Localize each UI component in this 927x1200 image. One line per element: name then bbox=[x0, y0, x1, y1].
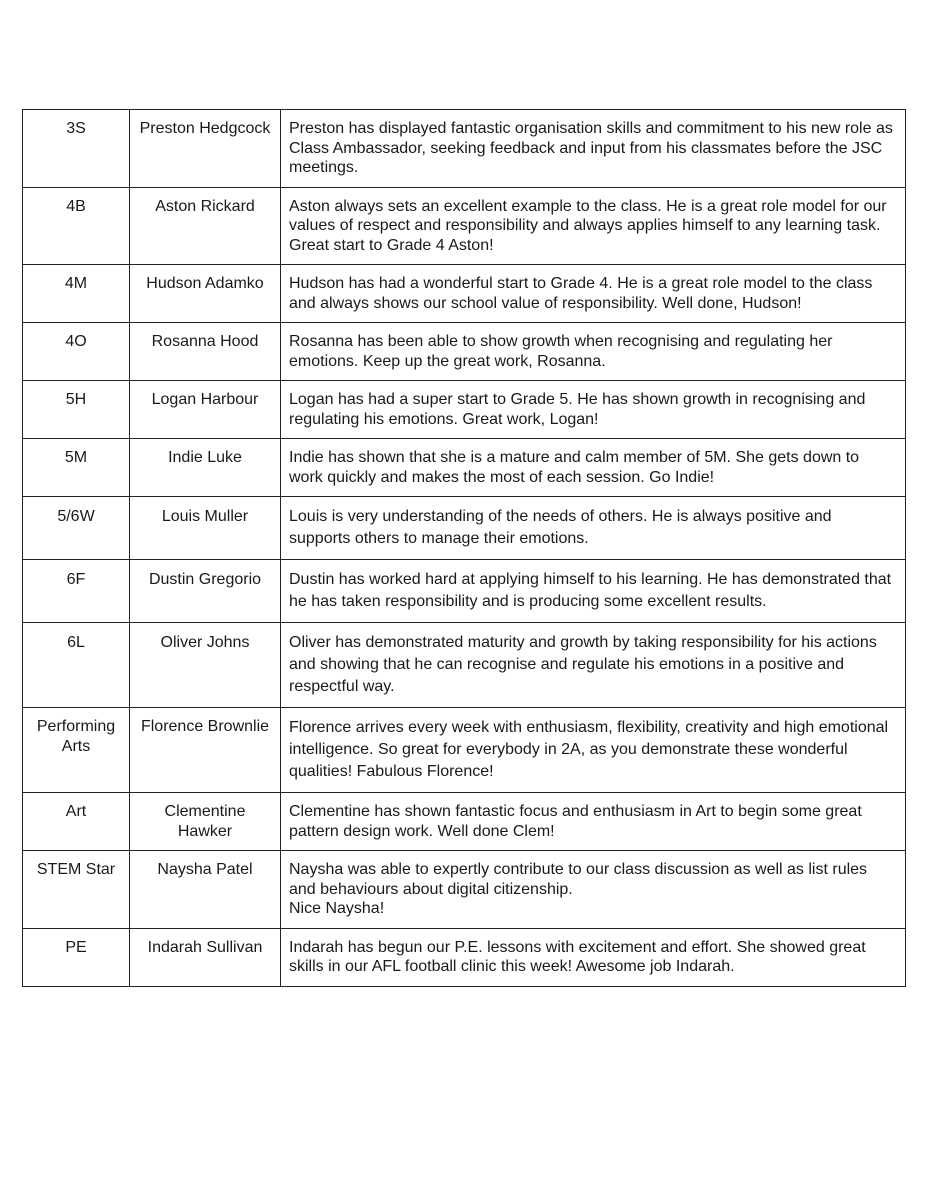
table-row bbox=[23, 187, 906, 265]
table-row bbox=[23, 497, 906, 560]
student-awards-table bbox=[22, 109, 906, 987]
table-row bbox=[23, 851, 906, 929]
student-name-cell: Clementine Hawker bbox=[130, 793, 281, 851]
class-cell: Performing Arts bbox=[23, 708, 130, 793]
table-row bbox=[23, 323, 906, 381]
message-cell bbox=[281, 851, 906, 929]
message-cell: Hudson has had a wonderful start to Grade 4. He is a great role model to the class and always shows our school value of responsibility. Well done, Hudson! bbox=[281, 265, 906, 323]
message-closing-text: Nice Naysha! bbox=[289, 900, 385, 917]
class-cell: 5H bbox=[23, 381, 130, 439]
student-name-cell: Indarah Sullivan bbox=[130, 928, 281, 986]
table-row bbox=[23, 708, 906, 793]
message-cell: Oliver has demonstrated maturity and growth by taking responsibility for his actions and showing that he can recognise and regulate his emotions in a positive and respectful way. bbox=[281, 623, 906, 708]
student-name-cell: Logan Harbour bbox=[130, 381, 281, 439]
table-row bbox=[23, 928, 906, 986]
class-cell: 4M bbox=[23, 265, 130, 323]
class-cell: 5M bbox=[23, 439, 130, 497]
student-name-cell: Oliver Johns bbox=[130, 623, 281, 708]
table-row bbox=[23, 265, 906, 323]
message-cell: Indarah has begun our P.E. lessons with excitement and effort. She showed great skills in our AFL football clinic this week! Awesome job Indarah. bbox=[281, 928, 906, 986]
student-name-cell: Indie Luke bbox=[130, 439, 281, 497]
table-row bbox=[23, 381, 906, 439]
message-cell: Aston always sets an excellent example to the class. He is a great role model for our values of respect and responsibility and always applies himself to any learning task. Great start to Grade 4 Aston! bbox=[281, 187, 906, 265]
student-name-cell: Hudson Adamko bbox=[130, 265, 281, 323]
student-name-cell: Florence Brownlie bbox=[130, 708, 281, 793]
class-cell: 6L bbox=[23, 623, 130, 708]
message-cell: Rosanna has been able to show growth when recognising and regulating her emotions. Keep up the great work, Rosanna. bbox=[281, 323, 906, 381]
message-cell: Dustin has worked hard at applying himself to his learning. He has demonstrated that he has taken responsibility and is producing some excellent results. bbox=[281, 560, 906, 623]
class-cell: 4O bbox=[23, 323, 130, 381]
message-text: Naysha was able to expertly contribute to our class discussion as well as list rules and behaviours about digital citizenship. bbox=[289, 861, 868, 898]
message-cell: Indie has shown that she is a mature and calm member of 5M. She gets down to work quickly and makes the most of each session. Go Indie! bbox=[281, 439, 906, 497]
student-name-cell: Aston Rickard bbox=[130, 187, 281, 265]
class-cell: STEM Star bbox=[23, 851, 130, 929]
class-cell: 5/6W bbox=[23, 497, 130, 560]
class-cell: PE bbox=[23, 928, 130, 986]
class-cell: 6F bbox=[23, 560, 130, 623]
student-name-cell: Naysha Patel bbox=[130, 851, 281, 929]
student-name-cell: Dustin Gregorio bbox=[130, 560, 281, 623]
class-cell: Art bbox=[23, 793, 130, 851]
table-row bbox=[23, 110, 906, 188]
table-row bbox=[23, 793, 906, 851]
table-row bbox=[23, 560, 906, 623]
student-name-cell: Preston Hedgcock bbox=[130, 110, 281, 188]
student-name-cell: Louis Muller bbox=[130, 497, 281, 560]
table-row bbox=[23, 439, 906, 497]
message-cell: Clementine has shown fantastic focus and enthusiasm in Art to begin some great pattern design work. Well done Clem! bbox=[281, 793, 906, 851]
message-cell: Florence arrives every week with enthusiasm, flexibility, creativity and high emotional intelligence. So great for everybody in 2A, as you demonstrate these wonderful qualities! Fabulous Florence! bbox=[281, 708, 906, 793]
class-cell: 3S bbox=[23, 110, 130, 188]
student-name-cell: Rosanna Hood bbox=[130, 323, 281, 381]
message-cell: Louis is very understanding of the needs of others. He is always positive and supports others to manage their emotions. bbox=[281, 497, 906, 560]
class-cell: 4B bbox=[23, 187, 130, 265]
table-row bbox=[23, 623, 906, 708]
message-cell: Logan has had a super start to Grade 5. He has shown growth in recognising and regulating his emotions. Great work, Logan! bbox=[281, 381, 906, 439]
message-cell: Preston has displayed fantastic organisation skills and commitment to his new role as Class Ambassador, seeking feedback and input from his classmates before the JSC meetings. bbox=[281, 110, 906, 188]
